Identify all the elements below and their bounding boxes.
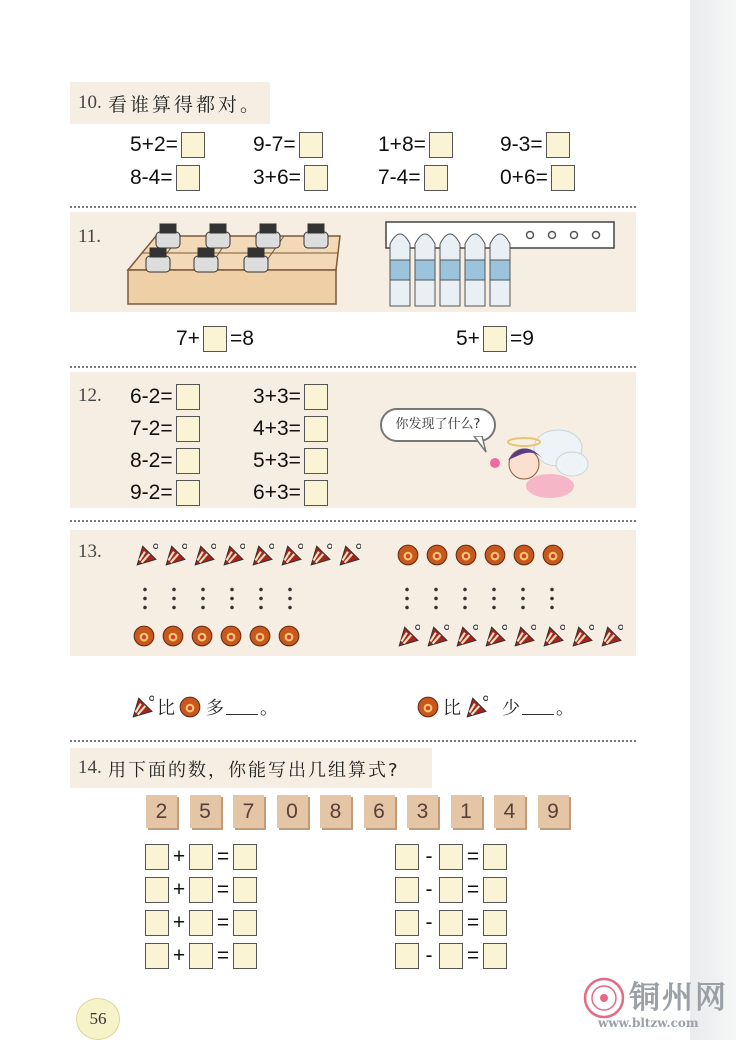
q11-equation-1 bbox=[176, 326, 254, 352]
equation-text: 8-4= bbox=[130, 166, 173, 189]
page-number: 56 bbox=[76, 998, 120, 1040]
compare-sentence-2 bbox=[416, 694, 574, 720]
milk-bottles-illustration bbox=[384, 220, 616, 310]
answer-box[interactable] bbox=[483, 326, 507, 352]
party-hat-icon bbox=[483, 624, 505, 646]
q11-eq1-right: =8 bbox=[229, 327, 254, 350]
blank-equation bbox=[142, 943, 260, 969]
answer-box[interactable] bbox=[189, 910, 213, 936]
ball-toy-icon bbox=[219, 624, 241, 646]
answer-box[interactable] bbox=[483, 910, 507, 936]
equation bbox=[378, 165, 451, 191]
equation bbox=[378, 132, 456, 158]
blank-equation bbox=[142, 910, 260, 936]
equals-sign: = bbox=[466, 878, 480, 901]
ball-toy-icon bbox=[512, 543, 534, 565]
number-tile[interactable]: 9 bbox=[538, 795, 569, 828]
q10-number: 10. bbox=[78, 92, 102, 113]
equation-text: 5+3= bbox=[253, 449, 301, 472]
number-tile[interactable]: 7 bbox=[233, 795, 264, 828]
compare-word: 多 bbox=[206, 698, 224, 719]
compare-sentence-1 bbox=[130, 694, 278, 720]
watermark-title: 铜州网 bbox=[629, 980, 728, 1016]
equals-sign: = bbox=[216, 878, 230, 901]
operator: + bbox=[172, 944, 186, 967]
watermark bbox=[582, 972, 732, 1034]
blank-equation bbox=[142, 877, 260, 903]
answer-box[interactable] bbox=[483, 844, 507, 870]
equation-text: 6+3= bbox=[253, 481, 301, 504]
answer-box[interactable] bbox=[424, 165, 448, 191]
speech-bubble: 你发现了什么? bbox=[380, 408, 496, 442]
compare-word: 比 bbox=[443, 698, 461, 719]
correspondence-dots bbox=[172, 585, 176, 611]
answer-blank[interactable] bbox=[522, 700, 554, 715]
equals-sign: = bbox=[216, 845, 230, 868]
equation bbox=[130, 165, 203, 191]
answer-box[interactable] bbox=[304, 480, 328, 506]
ball-toy-icon bbox=[454, 543, 476, 565]
number-tile[interactable]: 5 bbox=[190, 795, 221, 828]
answer-box[interactable] bbox=[395, 910, 419, 936]
number-tile[interactable]: 2 bbox=[146, 795, 177, 828]
equation-text: 6-2= bbox=[130, 385, 173, 408]
answer-box[interactable] bbox=[395, 877, 419, 903]
equation-text: 9-3= bbox=[500, 133, 543, 156]
q10-title: 看谁算得都对。 bbox=[108, 94, 263, 116]
q11-eq2-right: =9 bbox=[509, 327, 534, 350]
answer-box[interactable] bbox=[439, 877, 463, 903]
equation bbox=[253, 384, 331, 410]
equation bbox=[500, 132, 573, 158]
q12-number: 12. bbox=[78, 385, 102, 406]
operator: - bbox=[425, 911, 433, 934]
divider bbox=[70, 366, 636, 368]
party-hat-icon bbox=[279, 543, 301, 565]
q13-number: 13. bbox=[78, 541, 102, 562]
equation bbox=[130, 416, 203, 442]
blank-equation bbox=[142, 844, 260, 870]
equation-text: 3+3= bbox=[253, 385, 301, 408]
equals-sign: = bbox=[216, 944, 230, 967]
answer-box[interactable] bbox=[483, 877, 507, 903]
ball-toy-icon bbox=[425, 543, 447, 565]
blank-equation bbox=[392, 943, 510, 969]
operator: - bbox=[425, 845, 433, 868]
ball-toy-icon bbox=[396, 543, 418, 565]
bottle-crate-illustration bbox=[124, 222, 344, 308]
answer-box[interactable] bbox=[181, 132, 205, 158]
equation bbox=[500, 165, 578, 191]
equation-text: 9-7= bbox=[253, 133, 296, 156]
answer-box[interactable] bbox=[189, 943, 213, 969]
correspondence-dots bbox=[405, 585, 409, 611]
party-hat-icon bbox=[250, 543, 272, 565]
equation-text: 8-2= bbox=[130, 449, 173, 472]
equation bbox=[253, 448, 331, 474]
period: 。 bbox=[260, 698, 278, 719]
correspondence-dots bbox=[463, 585, 467, 611]
answer-box[interactable] bbox=[176, 480, 200, 506]
answer-box[interactable] bbox=[145, 877, 169, 903]
answer-box[interactable] bbox=[304, 165, 328, 191]
q11-eq1-left: 7+ bbox=[176, 327, 200, 350]
answer-box[interactable] bbox=[233, 877, 257, 903]
number-tile[interactable]: 6 bbox=[364, 795, 395, 828]
compare-word: 少 bbox=[502, 698, 520, 719]
ball-toy-icon bbox=[483, 543, 505, 565]
correspondence-dots bbox=[521, 585, 525, 611]
number-tile[interactable]: 0 bbox=[277, 795, 308, 828]
blank-equation bbox=[392, 910, 510, 936]
answer-box[interactable] bbox=[145, 910, 169, 936]
answer-box[interactable] bbox=[546, 132, 570, 158]
page-edge bbox=[690, 0, 736, 1040]
party-hat-icon bbox=[541, 624, 563, 646]
equation bbox=[253, 165, 331, 191]
correspondence-dots bbox=[434, 585, 438, 611]
party-hat-icon bbox=[396, 624, 418, 646]
answer-box[interactable] bbox=[304, 416, 328, 442]
answer-box[interactable] bbox=[176, 416, 200, 442]
ball-toy-icon bbox=[178, 695, 202, 719]
compare-word: 比 bbox=[157, 698, 175, 719]
number-tile[interactable]: 1 bbox=[451, 795, 482, 828]
party-hat-icon bbox=[337, 543, 359, 565]
equation-text: 0+6= bbox=[500, 166, 548, 189]
equation-text: 9-2= bbox=[130, 481, 173, 504]
number-tile[interactable]: 8 bbox=[320, 795, 351, 828]
answer-box[interactable] bbox=[483, 943, 507, 969]
q14-title: 用下面的数，你能写出几组算式? bbox=[108, 760, 400, 781]
correspondence-dots bbox=[143, 585, 147, 611]
divider bbox=[70, 740, 636, 742]
party-hat-icon bbox=[454, 624, 476, 646]
answer-box[interactable] bbox=[176, 165, 200, 191]
watermark-url: www.bltzw.com bbox=[598, 1016, 699, 1030]
equation bbox=[130, 480, 203, 506]
ball-toy-icon bbox=[541, 543, 563, 565]
party-hat-icon bbox=[192, 543, 214, 565]
blank-equation bbox=[392, 877, 510, 903]
answer-box[interactable] bbox=[145, 844, 169, 870]
operator: - bbox=[425, 878, 433, 901]
correspondence-dots bbox=[230, 585, 234, 611]
equals-sign: = bbox=[466, 944, 480, 967]
ball-toy-icon bbox=[161, 624, 183, 646]
operator: + bbox=[172, 911, 186, 934]
answer-box[interactable] bbox=[304, 384, 328, 410]
equation bbox=[253, 480, 331, 506]
operator: + bbox=[172, 878, 186, 901]
number-tile[interactable]: 4 bbox=[494, 795, 525, 828]
answer-box[interactable] bbox=[439, 844, 463, 870]
watermark-logo-icon bbox=[582, 976, 626, 1020]
party-hat-icon bbox=[130, 695, 154, 719]
q14-number: 14. bbox=[78, 757, 102, 778]
answer-box[interactable] bbox=[233, 844, 257, 870]
correspondence-dots bbox=[492, 585, 496, 611]
equation-text: 1+8= bbox=[378, 133, 426, 156]
blank-equation bbox=[392, 844, 510, 870]
divider bbox=[70, 520, 636, 522]
party-hat-icon bbox=[425, 624, 447, 646]
ball-toy-icon bbox=[132, 624, 154, 646]
equation-text: 7-2= bbox=[130, 417, 173, 440]
answer-box[interactable] bbox=[439, 910, 463, 936]
equation-text: 4+3= bbox=[253, 417, 301, 440]
answer-box[interactable] bbox=[176, 384, 200, 410]
operator: + bbox=[172, 845, 186, 868]
equation bbox=[130, 384, 203, 410]
q11-eq2-left: 5+ bbox=[456, 327, 480, 350]
party-hat-icon bbox=[134, 543, 156, 565]
correspondence-dots bbox=[288, 585, 292, 611]
answer-box[interactable] bbox=[176, 448, 200, 474]
fairy-illustration bbox=[486, 420, 596, 510]
party-hat-icon bbox=[599, 624, 621, 646]
answer-box[interactable] bbox=[145, 943, 169, 969]
answer-box[interactable] bbox=[189, 877, 213, 903]
answer-box[interactable] bbox=[299, 132, 323, 158]
answer-box[interactable] bbox=[439, 943, 463, 969]
q11-equation-2 bbox=[456, 326, 534, 352]
answer-box[interactable] bbox=[233, 910, 257, 936]
operator: - bbox=[425, 944, 433, 967]
ball-toy-icon bbox=[248, 624, 270, 646]
answer-box[interactable] bbox=[233, 943, 257, 969]
party-hat-icon bbox=[221, 543, 243, 565]
party-hat-icon bbox=[570, 624, 592, 646]
correspondence-dots bbox=[201, 585, 205, 611]
answer-box[interactable] bbox=[395, 943, 419, 969]
period: 。 bbox=[556, 698, 574, 719]
equals-sign: = bbox=[466, 911, 480, 934]
answer-box[interactable] bbox=[551, 165, 575, 191]
correspondence-dots bbox=[259, 585, 263, 611]
answer-blank[interactable] bbox=[226, 700, 258, 715]
number-tile[interactable]: 3 bbox=[407, 795, 438, 828]
party-hat-icon bbox=[163, 543, 185, 565]
answer-box[interactable] bbox=[189, 844, 213, 870]
equation-text: 3+6= bbox=[253, 166, 301, 189]
ball-toy-icon bbox=[277, 624, 299, 646]
party-hat-icon bbox=[464, 695, 488, 719]
ball-toy-icon bbox=[416, 695, 440, 719]
q11-number: 11. bbox=[78, 226, 102, 247]
party-hat-icon bbox=[512, 624, 534, 646]
correspondence-dots bbox=[550, 585, 554, 611]
equation bbox=[253, 132, 326, 158]
answer-box[interactable] bbox=[203, 326, 227, 352]
ball-toy-icon bbox=[190, 624, 212, 646]
equation-text: 7-4= bbox=[378, 166, 421, 189]
equals-sign: = bbox=[216, 911, 230, 934]
equation bbox=[130, 132, 208, 158]
equals-sign: = bbox=[466, 845, 480, 868]
divider bbox=[70, 206, 636, 208]
answer-box[interactable] bbox=[395, 844, 419, 870]
answer-box[interactable] bbox=[429, 132, 453, 158]
equation bbox=[130, 448, 203, 474]
equation bbox=[253, 416, 331, 442]
party-hat-icon bbox=[308, 543, 330, 565]
answer-box[interactable] bbox=[304, 448, 328, 474]
equation-text: 5+2= bbox=[130, 133, 178, 156]
